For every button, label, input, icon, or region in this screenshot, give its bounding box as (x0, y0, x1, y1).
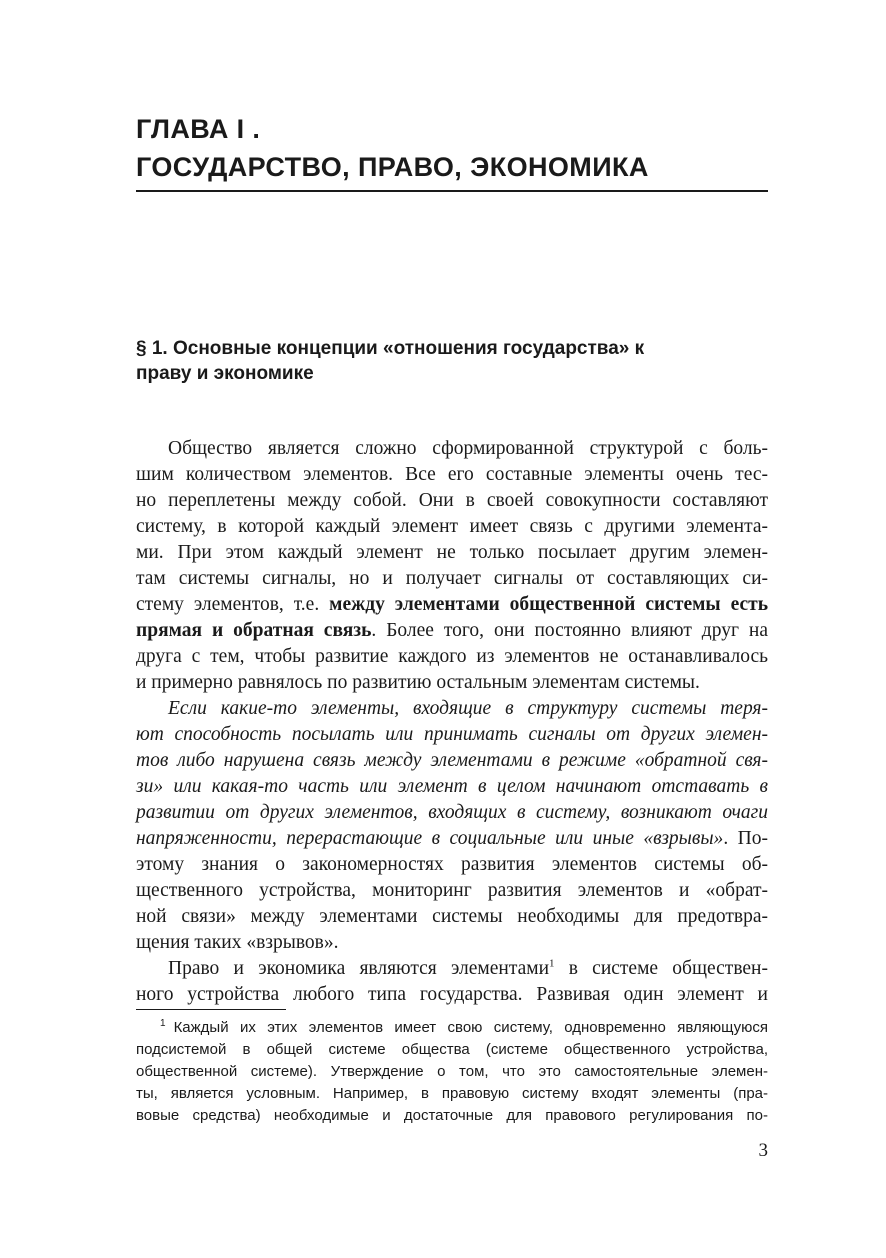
text-line: но переплетены между собой. Они в своей совокупности составляют (136, 490, 768, 511)
footnote-line: общественной системе). Утверждение о том, что это самостоятельные элемен- (136, 1063, 768, 1080)
text-run: . По- (723, 828, 768, 849)
italic-line: ют способность посылать или принимать сигналы от других элемен- (136, 724, 768, 745)
italic-line: тов либо нарушена связь между элементами в режиме «обратной свя- (136, 750, 768, 771)
text-line: систему, в которой каждый элемент имеет связь с другими элемента- (136, 516, 768, 537)
page-number: 3 (758, 1140, 768, 1161)
footnote-mark: 1 (160, 1018, 166, 1029)
chapter-number: ГЛАВА I . (136, 114, 261, 144)
italic-phrase: напряженности, перерастающие в социальные или иные «взрывы» (136, 828, 724, 849)
text-line: шим количеством элементов. Все его составные элементы очень тес- (136, 464, 768, 485)
text-line: ной связи» между элементами системы необходимы для предотвра- (136, 906, 768, 927)
footnote-reference[interactable]: 1 (549, 957, 555, 970)
section-title (136, 336, 768, 386)
paragraph-1 (136, 436, 768, 696)
text-run: в системе обществен- (554, 958, 768, 979)
footnote-line (136, 1017, 768, 1039)
section-title-line: праву и экономике (136, 363, 314, 384)
paragraph-3 (136, 956, 768, 1008)
footnote (136, 1017, 768, 1127)
italic-line: Если какие-то элементы, входящие в структуру системы теря- (168, 698, 768, 719)
text-line: этому знания о закономерностях развития элементов системы об- (136, 854, 768, 875)
bold-phrase: между элементами общественной системы есть (329, 594, 769, 615)
chapter-title: ГОСУДАРСТВО, ПРАВО, ЭКОНОМИКА (136, 152, 649, 182)
chapter-heading (136, 110, 768, 186)
footnote-line: вовые средства) необходимые и достаточные для правового регулирования по- (136, 1107, 768, 1124)
text-line (136, 956, 768, 982)
text-line (136, 592, 768, 618)
text-line: ми. При этом каждый элемент не только посылает другим элемен- (136, 542, 768, 563)
text-line: Общество является сложно сформированной структурой с боль- (168, 438, 768, 459)
text-line: щественного устройства, мониторинг развития элементов и «обрат- (136, 880, 768, 901)
italic-line: зи» или какая-то часть или элемент в целом начинают отставать в (136, 776, 768, 797)
text-line: щения таких «взрывов». (136, 932, 339, 953)
footnote-line: подсистемой в общей системе общества (системе общественного устройства, (136, 1041, 768, 1058)
chapter-rule (136, 190, 768, 192)
bold-phrase: прямая и обратная связь (136, 620, 372, 641)
footnote-text: Каждый их этих элементов имеет свою систему, одновременно являющуюся (173, 1019, 768, 1036)
text-line: ного устройства любого типа государства. Развивая один элемент и (136, 984, 768, 1005)
text-line: и примерно равнялось по развитию остальным элементам системы. (136, 672, 700, 693)
text-line: друга с тем, чтобы развитие каждого из элементов не останавливалось (136, 646, 768, 667)
text-line (136, 826, 768, 852)
body-text (136, 436, 768, 1008)
text-run: стему элементов, т.е. (136, 594, 330, 615)
paragraph-2 (136, 696, 768, 956)
text-run: . Более того, они постоянно влияют друг на (371, 620, 768, 641)
footnote-line: ты, является условным. Например, в правовую систему входят элементы (пра- (136, 1085, 768, 1102)
text-line (136, 618, 768, 644)
section-title-line: § 1. Основные концепции «отношения государства» к (136, 338, 645, 359)
text-line: там системы сигналы, но и получает сигналы от составляющих си- (136, 568, 768, 589)
text-run: Право и экономика являются элементами (168, 958, 550, 979)
footnote-separator (136, 1009, 286, 1010)
italic-line: развитии от других элементов, входящих в систему, возникают очаги (136, 802, 768, 823)
